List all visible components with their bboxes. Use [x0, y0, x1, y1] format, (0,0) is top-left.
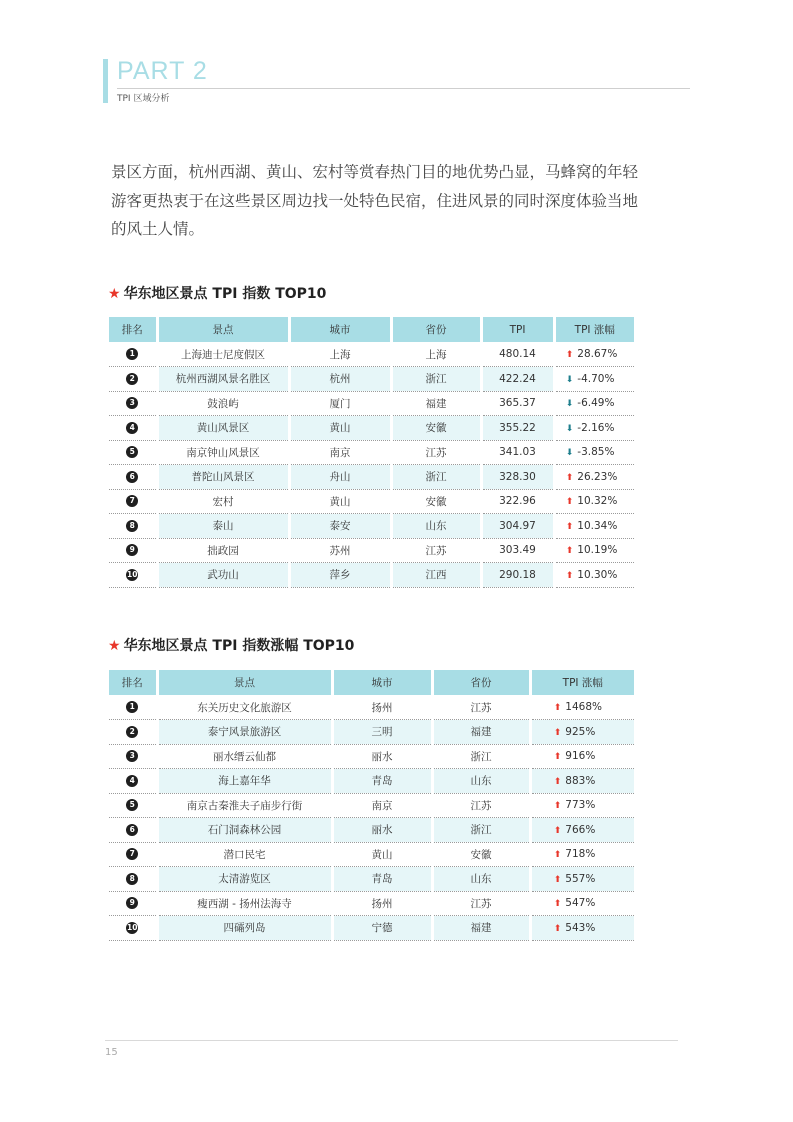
- change-value: 766%: [565, 823, 596, 836]
- province-cell: 江苏: [432, 891, 530, 916]
- arrow-up-icon: ⬆: [553, 703, 562, 713]
- rank-badge: 4: [126, 422, 138, 434]
- change-cell: [554, 367, 634, 392]
- tpi-cell: 290.18: [481, 563, 554, 588]
- province-cell: 安徽: [391, 489, 481, 514]
- city-cell: 扬州: [332, 891, 432, 916]
- rank-badge: 3: [126, 750, 138, 762]
- table-row: [109, 818, 634, 843]
- change-cell: [554, 440, 634, 465]
- arrow-up-icon: ⬆: [553, 899, 562, 910]
- change-cell: [530, 720, 634, 745]
- change-cell: [530, 867, 634, 892]
- table-row: [109, 489, 634, 514]
- rank-cell: [109, 916, 157, 941]
- rank-cell: [109, 440, 157, 465]
- province-cell: 上海: [391, 342, 481, 367]
- province-cell: 山东: [432, 867, 530, 892]
- intro-paragraph: 景区方面，杭州西湖、黄山、宏村等赏春热门目的地优势凸显，马蜂窝的年轻游客更热衷于在这些景区周边找一处特色民宿，住进风景的同时深度体验当地的风土人情。: [111, 163, 639, 238]
- tpi-cell: 322.96: [481, 489, 554, 514]
- spot-cell: 拙政园: [157, 538, 289, 563]
- change-value: 883%: [565, 774, 596, 787]
- arrow-up-icon: ⬆: [553, 752, 562, 763]
- header-divider: [117, 88, 690, 89]
- tpi-cell: 365.37: [481, 391, 554, 416]
- change-value: 1468%: [565, 701, 602, 713]
- rank-badge: 10: [127, 569, 138, 579]
- rank-cell: [109, 367, 157, 392]
- table-row: [109, 465, 634, 490]
- city-cell: 三明: [332, 720, 432, 745]
- change-cell: [554, 514, 634, 539]
- tpi-cell: 304.97: [481, 514, 554, 539]
- tpi-cell: 328.30: [481, 465, 554, 490]
- rank-badge: 4: [126, 775, 138, 787]
- change-value: 10.19%: [577, 544, 618, 557]
- city-cell: 宁德: [332, 916, 432, 941]
- arrow-up-icon: ⬆: [553, 850, 562, 861]
- table2-title: [108, 636, 354, 656]
- tpi-top10-table: [109, 317, 634, 588]
- city-cell: 扬州: [332, 695, 432, 720]
- table-row: [109, 720, 634, 745]
- star-icon: ★: [108, 286, 121, 302]
- spot-cell: 海上嘉年华: [157, 769, 332, 794]
- rank-cell: [109, 695, 157, 720]
- province-cell: 江西: [391, 563, 481, 588]
- rank-badge: 9: [126, 897, 138, 909]
- table-header-row: [109, 317, 634, 342]
- change-value: -4.70%: [577, 372, 615, 385]
- arrow-down-icon: ⬇: [565, 399, 574, 410]
- change-value: 925%: [565, 725, 596, 738]
- change-value: 10.30%: [577, 568, 618, 581]
- table-row: [109, 563, 634, 588]
- province-cell: 浙江: [432, 744, 530, 769]
- change-value: 28.67%: [577, 348, 618, 360]
- rank-badge: 3: [126, 397, 138, 409]
- city-cell: 舟山: [289, 465, 391, 490]
- arrow-up-icon: ⬆: [553, 801, 562, 812]
- province-cell: 安徽: [432, 842, 530, 867]
- city-cell: 杭州: [289, 367, 391, 392]
- column-header: 景点: [157, 670, 332, 695]
- arrow-up-icon: ⬆: [553, 874, 562, 885]
- province-cell: 江苏: [391, 538, 481, 563]
- arrow-up-icon: ⬆: [565, 521, 574, 532]
- column-header: TPI: [481, 317, 554, 342]
- table-row: [109, 867, 634, 892]
- change-value: -3.85%: [577, 446, 615, 459]
- spot-cell: 石门洞森林公园: [157, 818, 332, 843]
- rank-cell: [109, 842, 157, 867]
- spot-cell: 普陀山风景区: [157, 465, 289, 490]
- change-value: -2.16%: [577, 421, 615, 434]
- spot-cell: 太清游览区: [157, 867, 332, 892]
- arrow-up-icon: ⬆: [565, 570, 574, 581]
- province-cell: 浙江: [391, 367, 481, 392]
- change-value: 547%: [565, 897, 596, 910]
- change-cell: [554, 465, 634, 490]
- rank-cell: [109, 720, 157, 745]
- column-header: 省份: [391, 317, 481, 342]
- arrow-down-icon: ⬇: [565, 448, 574, 459]
- table1-title-text: 华东地区景点 TPI 指数 TOP10: [123, 286, 327, 302]
- header-accent-bar: [103, 59, 108, 103]
- rank-badge: 7: [126, 848, 138, 860]
- column-header: TPI 涨幅: [554, 317, 634, 342]
- tpi-cell: 341.03: [481, 440, 554, 465]
- arrow-down-icon: ⬇: [565, 374, 574, 385]
- change-cell: [530, 818, 634, 843]
- spot-cell: 瘦西湖 - 扬州法海寺: [157, 891, 332, 916]
- star-icon: ★: [108, 638, 121, 654]
- rank-badge: 8: [126, 873, 138, 885]
- rank-cell: [109, 793, 157, 818]
- arrow-up-icon: ⬆: [565, 497, 574, 508]
- rank-badge: 2: [126, 373, 138, 385]
- table2-title-text: 华东地区景点 TPI 指数涨幅 TOP10: [123, 638, 355, 654]
- rank-badge: 6: [126, 471, 138, 483]
- arrow-up-icon: ⬆: [553, 923, 562, 934]
- spot-cell: 潜口民宅: [157, 842, 332, 867]
- rank-badge: 7: [126, 495, 138, 507]
- change-value: 557%: [565, 872, 596, 885]
- province-cell: 浙江: [391, 465, 481, 490]
- change-cell: [554, 391, 634, 416]
- table-row: [109, 416, 634, 441]
- table-row: [109, 842, 634, 867]
- rank-cell: [109, 538, 157, 563]
- rank-badge: 5: [126, 799, 138, 811]
- rank-cell: [109, 769, 157, 794]
- change-cell: [554, 489, 634, 514]
- city-cell: 青岛: [332, 769, 432, 794]
- page-number: 15: [105, 1047, 118, 1058]
- province-cell: 浙江: [432, 818, 530, 843]
- province-cell: 福建: [432, 916, 530, 941]
- city-cell: 黄山: [332, 842, 432, 867]
- rank-cell: [109, 489, 157, 514]
- province-cell: 江苏: [432, 695, 530, 720]
- rank-cell: [109, 818, 157, 843]
- tpi-cell: 303.49: [481, 538, 554, 563]
- spot-cell: 东关历史文化旅游区: [157, 695, 332, 720]
- table-row: [109, 744, 634, 769]
- table-row: [109, 367, 634, 392]
- rank-cell: [109, 891, 157, 916]
- spot-cell: 丽水缙云仙都: [157, 744, 332, 769]
- spot-cell: 泰山: [157, 514, 289, 539]
- rank-badge: 5: [126, 446, 138, 458]
- city-cell: 厦门: [289, 391, 391, 416]
- table-row: [109, 342, 634, 367]
- table-row: [109, 391, 634, 416]
- spot-cell: 四礵列岛: [157, 916, 332, 941]
- arrow-up-icon: ⬆: [553, 727, 562, 738]
- table-row: [109, 916, 634, 941]
- city-cell: 青岛: [332, 867, 432, 892]
- change-cell: [530, 842, 634, 867]
- change-value: 543%: [565, 921, 596, 934]
- city-cell: 黄山: [289, 416, 391, 441]
- column-header: 景点: [157, 317, 289, 342]
- city-cell: 泰安: [289, 514, 391, 539]
- rank-cell: [109, 391, 157, 416]
- change-cell: [554, 538, 634, 563]
- rank-cell: [109, 563, 157, 588]
- spot-cell: 上海迪士尼度假区: [157, 342, 289, 367]
- spot-cell: 黄山风景区: [157, 416, 289, 441]
- rank-badge: 8: [126, 520, 138, 532]
- city-cell: 南京: [289, 440, 391, 465]
- rank-cell: [109, 465, 157, 490]
- change-value: -6.49%: [577, 397, 615, 410]
- province-cell: 安徽: [391, 416, 481, 441]
- part-title: PART 2: [117, 57, 208, 85]
- change-value: 10.32%: [577, 495, 618, 508]
- tpi-growth-top10-table: [109, 670, 634, 941]
- column-header: 城市: [289, 317, 391, 342]
- arrow-up-icon: ⬆: [553, 825, 562, 836]
- change-value: 718%: [565, 848, 596, 861]
- rank-badge: 10: [127, 922, 138, 932]
- table-row: [109, 538, 634, 563]
- spot-cell: 南京钟山风景区: [157, 440, 289, 465]
- province-cell: 山东: [391, 514, 481, 539]
- province-cell: 山东: [432, 769, 530, 794]
- change-cell: [530, 769, 634, 794]
- city-cell: 黄山: [289, 489, 391, 514]
- section-subtitle: TPI 区域分析: [117, 94, 170, 104]
- province-cell: 江苏: [432, 793, 530, 818]
- rank-cell: [109, 867, 157, 892]
- rank-cell: [109, 342, 157, 367]
- rank-badge: 9: [126, 544, 138, 556]
- change-value: 773%: [565, 799, 596, 812]
- city-cell: 上海: [289, 342, 391, 367]
- change-value: 26.23%: [577, 470, 618, 483]
- change-cell: [530, 793, 634, 818]
- table-row: [109, 514, 634, 539]
- column-header: 省份: [432, 670, 530, 695]
- change-cell: [554, 563, 634, 588]
- rank-badge: 2: [126, 726, 138, 738]
- change-cell: [554, 342, 634, 367]
- spot-cell: 鼓浪屿: [157, 391, 289, 416]
- arrow-down-icon: ⬇: [565, 423, 574, 434]
- table-row: [109, 891, 634, 916]
- arrow-up-icon: ⬆: [565, 546, 574, 557]
- change-cell: [554, 416, 634, 441]
- city-cell: 南京: [332, 793, 432, 818]
- arrow-up-icon: ⬆: [565, 350, 574, 360]
- province-cell: 江苏: [391, 440, 481, 465]
- table-header-row: [109, 670, 634, 695]
- change-cell: [530, 695, 634, 720]
- spot-cell: 南京古秦淮夫子庙步行街: [157, 793, 332, 818]
- arrow-up-icon: ⬆: [553, 776, 562, 787]
- spot-cell: 杭州西湖风景名胜区: [157, 367, 289, 392]
- city-cell: 苏州: [289, 538, 391, 563]
- tpi-cell: 355.22: [481, 416, 554, 441]
- province-cell: 福建: [391, 391, 481, 416]
- spot-cell: 宏村: [157, 489, 289, 514]
- rank-badge: 1: [126, 348, 138, 360]
- tpi-cell: 480.14: [481, 342, 554, 367]
- province-cell: 福建: [432, 720, 530, 745]
- change-cell: [530, 744, 634, 769]
- spot-cell: 武功山: [157, 563, 289, 588]
- city-cell: 萍乡: [289, 563, 391, 588]
- table-row: [109, 440, 634, 465]
- city-cell: 丽水: [332, 744, 432, 769]
- change-cell: [530, 891, 634, 916]
- city-cell: 丽水: [332, 818, 432, 843]
- table-row: [109, 695, 634, 720]
- rank-cell: [109, 744, 157, 769]
- rank-badge: 6: [126, 824, 138, 836]
- table-row: [109, 769, 634, 794]
- column-header: TPI 涨幅: [530, 670, 634, 695]
- column-header: 排名: [109, 670, 157, 695]
- change-value: 10.34%: [577, 519, 618, 532]
- change-cell: [530, 916, 634, 941]
- tpi-cell: 422.24: [481, 367, 554, 392]
- rank-cell: [109, 416, 157, 441]
- change-value: 916%: [565, 750, 596, 763]
- rank-badge: 1: [126, 701, 138, 713]
- footer-divider: [105, 1040, 678, 1041]
- arrow-up-icon: ⬆: [565, 472, 574, 483]
- rank-cell: [109, 514, 157, 539]
- spot-cell: 泰宁风景旅游区: [157, 720, 332, 745]
- column-header: 排名: [109, 317, 157, 342]
- table-row: [109, 793, 634, 818]
- table1-title: [108, 284, 326, 304]
- column-header: 城市: [332, 670, 432, 695]
